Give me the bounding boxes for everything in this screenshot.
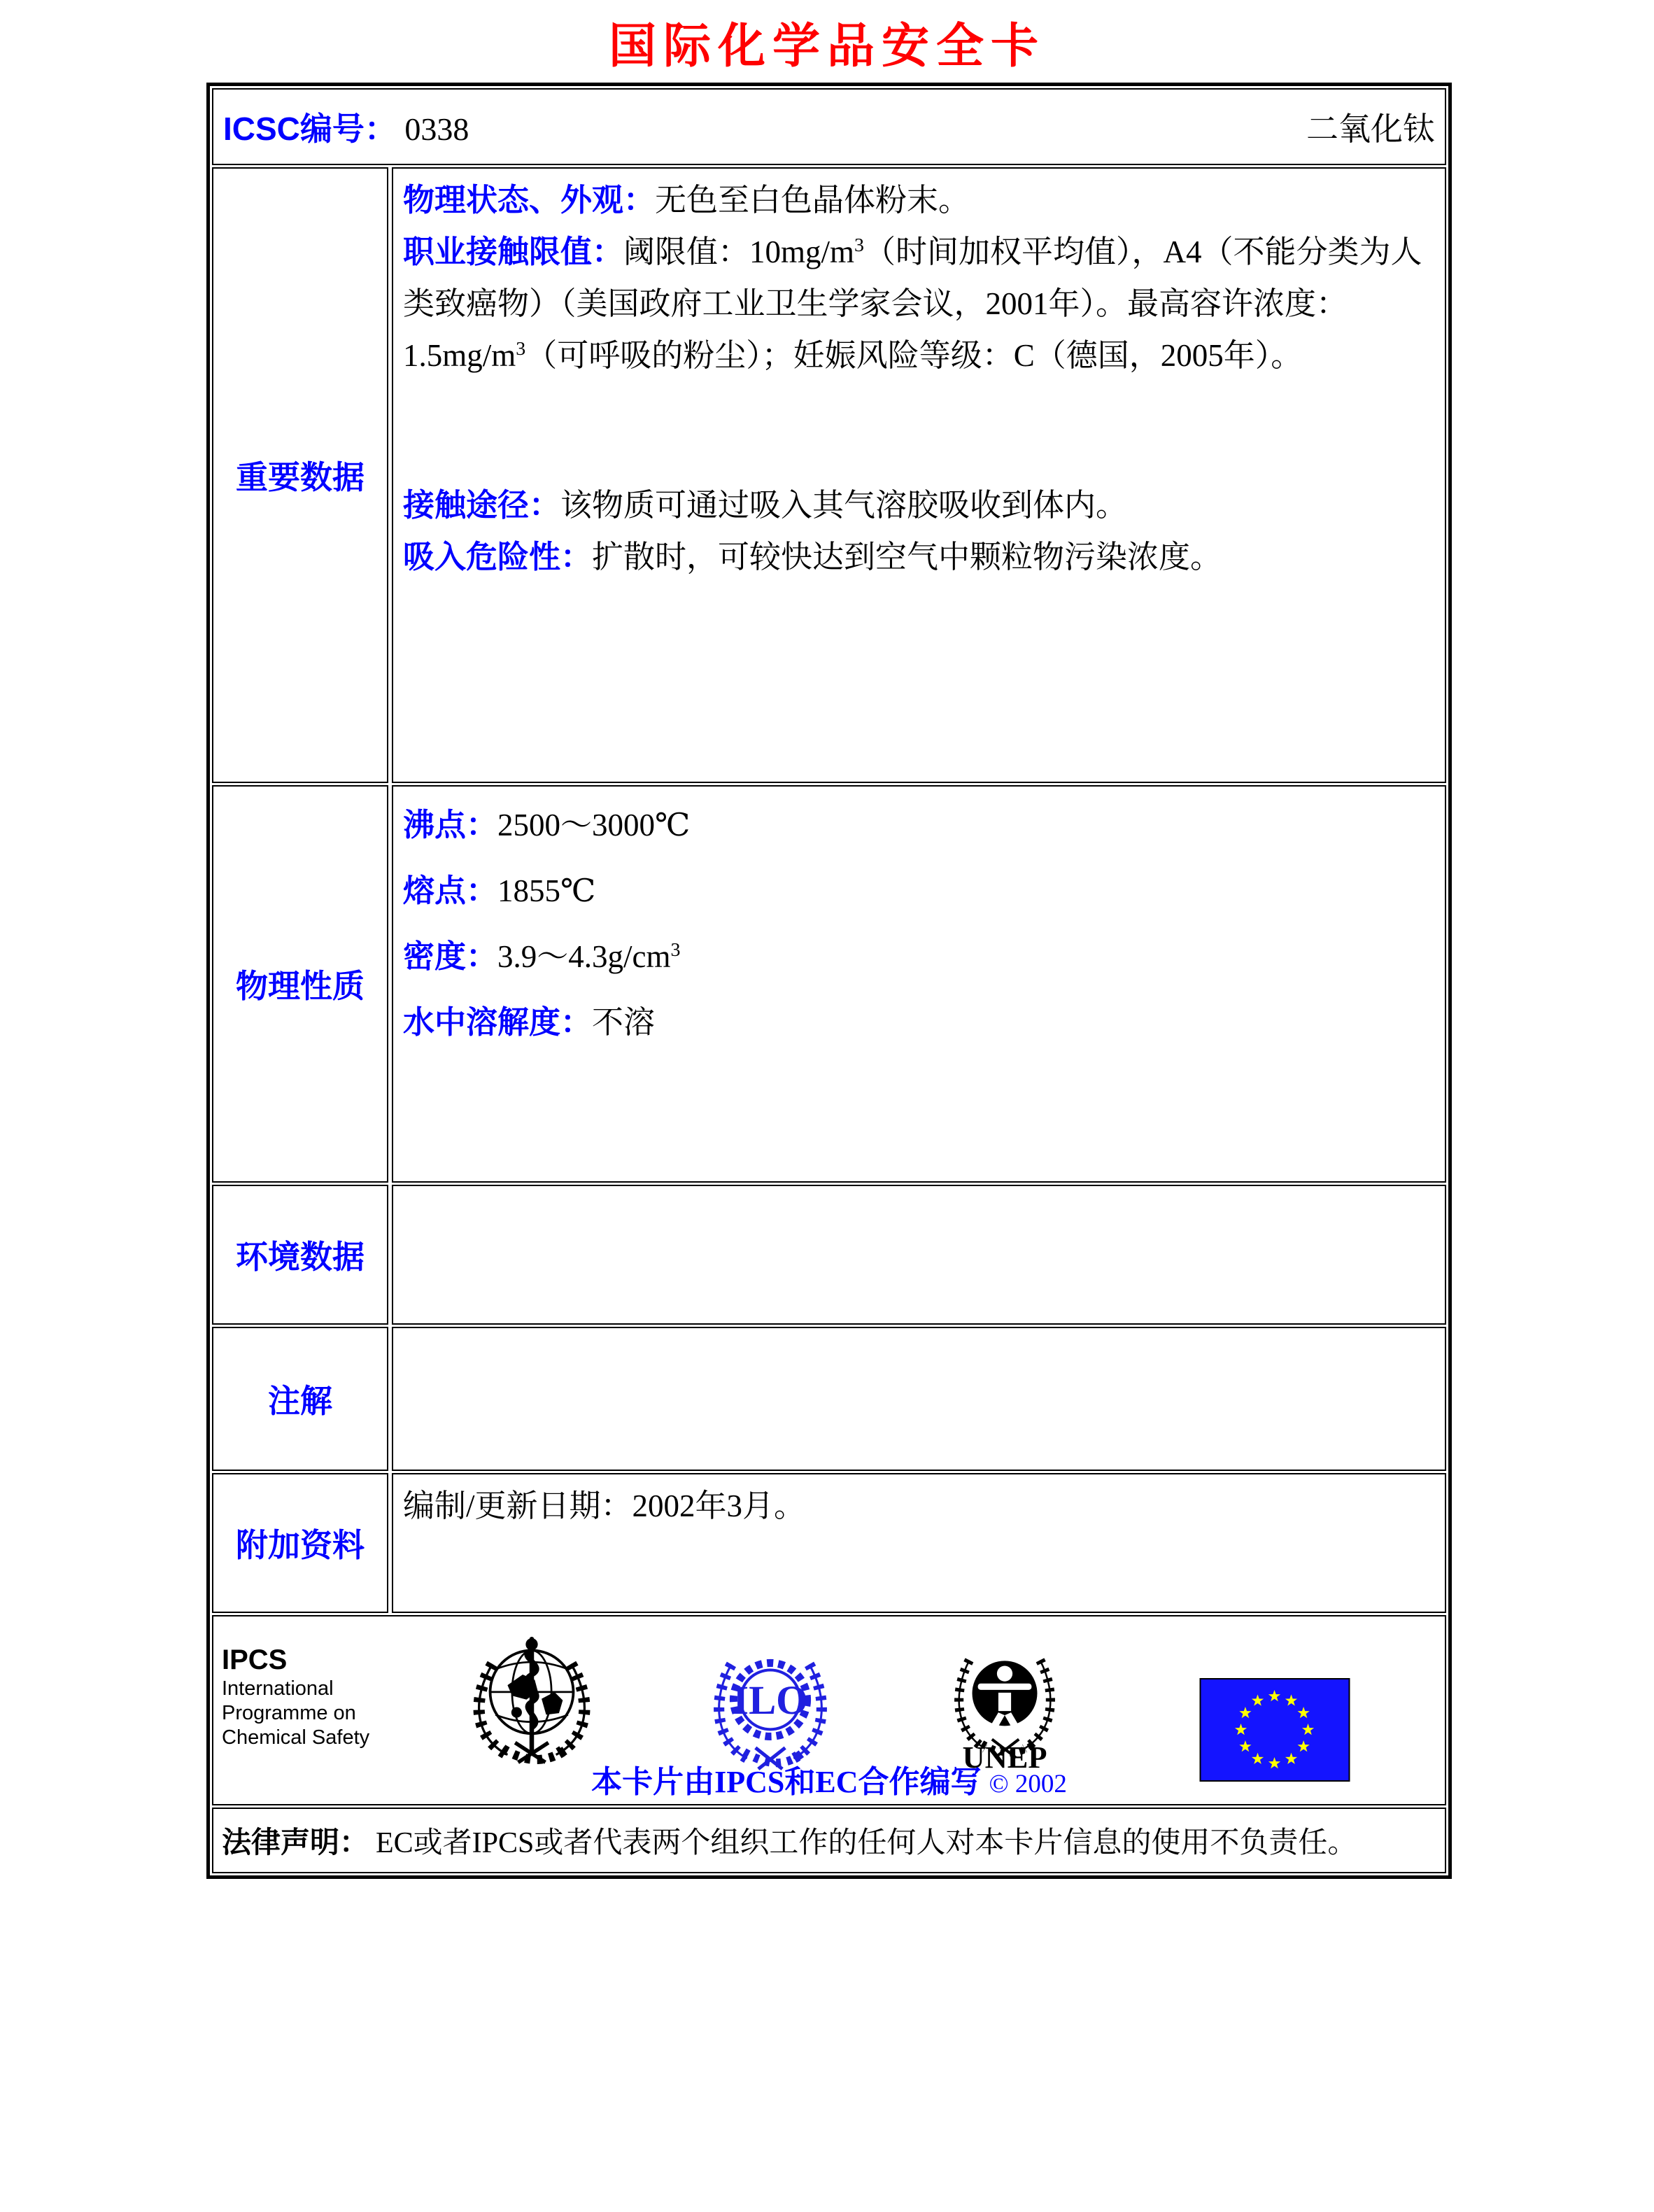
footer-caption-text: 本卡片由IPCS和EC合作编写 (591, 1765, 982, 1799)
inhalation-risk-line (403, 531, 1436, 583)
exposure-limits-line (403, 226, 1436, 381)
density-label: 密度： (403, 938, 498, 974)
important-data-row (212, 167, 1446, 783)
legal-row (212, 1808, 1446, 1873)
icsc-card-table (206, 83, 1452, 1879)
exposure-routes-label: 接触途径： (403, 487, 561, 523)
update-date-line (403, 1480, 1436, 1532)
icsc-number-value: 0338 (404, 111, 469, 147)
density-superscript: 3 (670, 939, 681, 961)
update-date-value: 2002年3月。 (632, 1488, 806, 1523)
exposure-limits-superscript-1: 3 (854, 234, 864, 256)
density-line (403, 924, 1436, 989)
footer-caption (213, 1756, 1445, 1801)
icsc-number-label: ICSC编号： (223, 111, 397, 147)
physical-state-line (403, 174, 1436, 226)
exposure-limits-label: 职业接触限值： (403, 234, 624, 269)
page-title: 国际化学品安全卡 (608, 18, 1045, 74)
physical-properties-content (392, 785, 1446, 1183)
header-cell (212, 88, 1446, 165)
section-label-important-data: 重要数据 (212, 167, 388, 783)
ipcs-subtitle-line3: Chemical Safety (222, 1726, 370, 1749)
exposure-routes-line (403, 479, 1436, 531)
inhalation-risk-label: 吸入危险性： (403, 539, 593, 575)
melting-point-label: 熔点： (403, 873, 498, 908)
footer-copyright: © 2002 (989, 1770, 1067, 1798)
inhalation-risk-text: 扩散时，可较快达到空气中颗粒物污染浓度。 (592, 540, 1222, 575)
physical-properties-row (212, 785, 1446, 1183)
ilo-logo (703, 1635, 837, 1773)
section-label-environmental-data: 环境数据 (212, 1185, 388, 1325)
ipcs-subtitle-line2: Programme on (222, 1702, 356, 1724)
important-data-content (392, 167, 1446, 783)
section-label-additional-info: 附加资料 (212, 1473, 388, 1613)
boiling-point-label: 沸点： (403, 807, 498, 843)
chemical-name: 二氧化钛 (1306, 111, 1435, 147)
legal-text: EC或者IPCS或者代表两个组织工作的任何人对本卡片信息的使用不负责任。 (376, 1827, 1357, 1859)
additional-info-row (212, 1473, 1446, 1613)
ipcs-title: IPCS (222, 1644, 288, 1675)
melting-point-value: 1855℃ (497, 873, 596, 908)
ipcs-text-block (222, 1643, 369, 1750)
unep-caption: UNEP (962, 1739, 1047, 1772)
exposure-limits-text-2: （时间加权平均值），A4（不能分类为人类致癌物）（美国政府工业卫生学家会议，2001年）。最高容许浓度：1.5mg/m (403, 234, 1422, 373)
exposure-limits-superscript-2: 3 (516, 338, 526, 360)
boiling-point-value: 2500～3000℃ (497, 808, 691, 843)
icsc-number-group (223, 104, 469, 150)
exposure-limits-text-1: 阈限值：10mg/m (623, 234, 855, 269)
environmental-data-content (392, 1185, 1446, 1325)
water-solubility-label: 水中溶解度： (403, 1004, 593, 1040)
footer-logos-row (212, 1615, 1446, 1805)
section-label-notes: 注解 (212, 1327, 388, 1471)
ipcs-subtitle-line1: International (222, 1677, 334, 1700)
who-logo (460, 1628, 604, 1768)
environmental-data-row (212, 1185, 1446, 1325)
section-label-physical-properties: 物理性质 (212, 785, 388, 1183)
notes-row (212, 1327, 1446, 1471)
boiling-point-line (403, 792, 1436, 858)
legal-label: 法律声明： (222, 1826, 369, 1859)
footer-cell (212, 1615, 1446, 1805)
water-solubility-value: 不溶 (592, 1005, 656, 1040)
density-value: 3.9～4.3g/cm (497, 939, 671, 974)
legal-cell (212, 1808, 1446, 1873)
exposure-limits-text-3: （可呼吸的粉尘）；妊娠风险等级：C（德国，2005年）。 (525, 338, 1303, 373)
physical-state-text: 无色至白色晶体粉末。 (655, 183, 970, 218)
water-solubility-line (403, 989, 1436, 1055)
notes-content (392, 1327, 1446, 1471)
melting-point-line (403, 858, 1436, 924)
unep-logo (948, 1633, 1061, 1772)
exposure-routes-text: 该物质可通过吸入其气溶胶吸收到体内。 (560, 488, 1128, 523)
additional-info-content (392, 1473, 1446, 1613)
update-date-label: 编制/更新日期： (403, 1488, 632, 1523)
physical-state-label: 物理状态、外观： (403, 182, 656, 218)
header-row (212, 88, 1446, 165)
ilo-letters: ILO (733, 1677, 808, 1724)
